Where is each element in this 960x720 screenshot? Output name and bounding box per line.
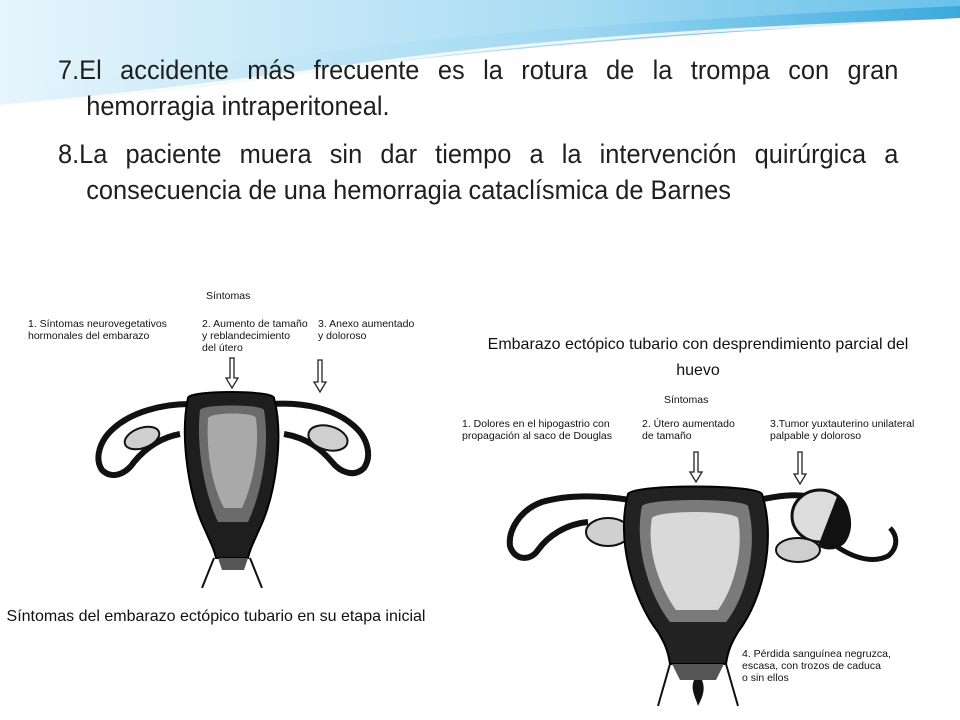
paragraph-number: 7.	[58, 55, 80, 85]
right-label-4: 4. Pérdida sanguínea negruzca, escasa, con trozos de caduca o sin ellos	[742, 648, 891, 684]
body-text	[58, 52, 898, 220]
figure-left	[22, 286, 438, 588]
right-title: Embarazo ectópico tubario con desprendimiento parcial del huevo	[487, 336, 909, 379]
left-label-3: 3. Anexo aumentado y doloroso	[318, 318, 415, 342]
paragraph-text: La paciente muera sin dar tiempo a la intervención quirúrgica a consecuencia de una hemorragia cataclísmica de Barnes	[79, 139, 899, 205]
left-label-1: 1. Síntomas neurovegetativos hormonales del embarazo	[28, 318, 167, 342]
left-caption: Síntomas del embarazo ectópico tubario en su etapa inicial	[6, 608, 426, 625]
left-label-2: 2. Aumento de tamaño y reblandecimiento del útero	[202, 318, 308, 354]
left-heading: Síntomas	[206, 290, 251, 302]
paragraph-text: El accidente más frecuente es la rotura de la trompa con gran hemorragia intraperitoneal.	[79, 55, 899, 121]
paragraph-7	[58, 52, 898, 124]
right-label-2: 2. Útero aumentado de tamaño	[642, 418, 735, 442]
right-label-3: 3.Tumor yuxtauterino unilateral palpable y doloroso	[770, 418, 915, 442]
figure-right	[458, 388, 954, 706]
paragraph-8	[58, 136, 898, 208]
right-heading: Síntomas	[664, 394, 709, 406]
right-label-1: 1. Dolores en el hipogastrio con propagación al saco de Douglas	[462, 418, 613, 442]
paragraph-number: 8.	[58, 139, 80, 169]
